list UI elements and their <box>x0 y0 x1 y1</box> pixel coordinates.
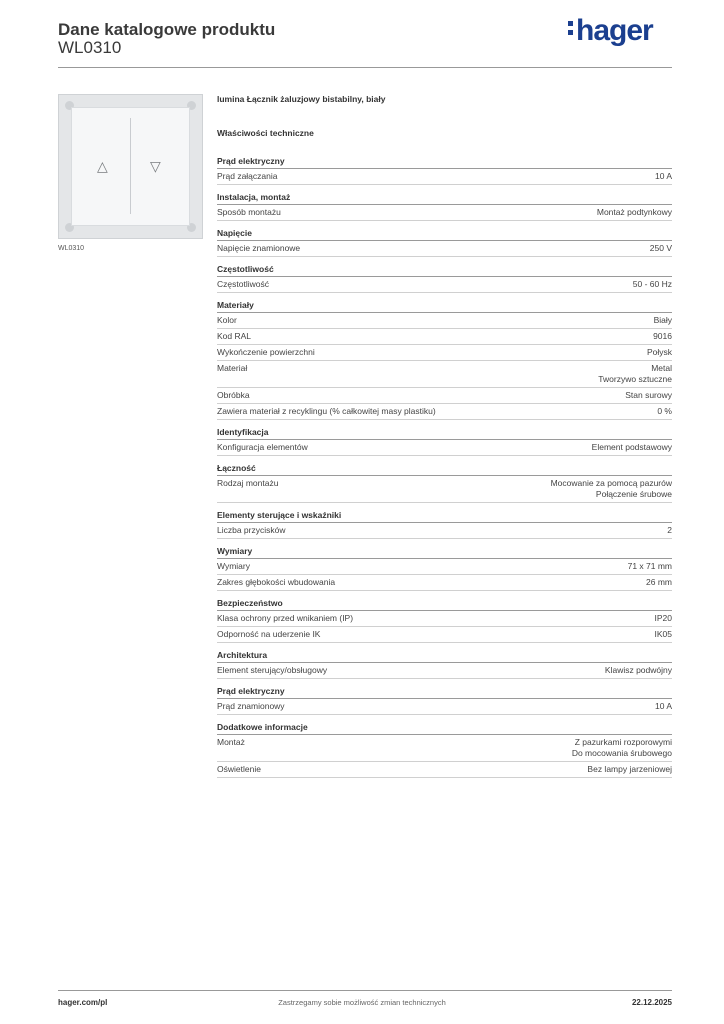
spec-value <box>657 406 672 417</box>
spec-section <box>217 228 672 257</box>
spec-row <box>217 241 672 257</box>
spec-label: Kod RAL <box>217 331 252 341</box>
spec-section <box>217 598 672 643</box>
spec-label: Klasa ochrony przed wnikaniem (IP) <box>217 613 354 623</box>
spec-label: Obróbka <box>217 390 250 400</box>
spec-value <box>655 701 672 712</box>
spec-row <box>217 329 672 345</box>
spec-label: Odporność na uderzenie IK <box>217 629 321 639</box>
spec-value <box>654 315 672 326</box>
spec-value-line: 26 mm <box>646 577 672 587</box>
section-title: Napięcie <box>217 228 672 241</box>
spec-value-line: 250 V <box>649 243 672 253</box>
spec-value-line: 0 % <box>657 406 672 416</box>
spec-label: Oświetlenie <box>217 764 261 774</box>
spec-section <box>217 264 672 293</box>
spec-value <box>592 442 672 453</box>
spec-value <box>597 207 672 218</box>
spec-label: Napięcie znamionowe <box>217 243 301 253</box>
section-title: Materiały <box>217 300 672 313</box>
spec-section <box>217 427 672 456</box>
spec-value-line: 10 A <box>654 701 672 711</box>
spec-row <box>217 313 672 329</box>
spec-section <box>217 686 672 715</box>
spec-value-line: Metal <box>651 363 672 373</box>
spec-label: Prąd załączania <box>217 171 278 181</box>
section-title: Wymiary <box>217 546 672 559</box>
section-title: Identyfikacja <box>217 427 672 440</box>
spec-value <box>633 279 672 290</box>
spec-value <box>655 629 673 640</box>
spec-row <box>217 663 672 679</box>
logo-text: hager <box>576 14 653 47</box>
section-title: Łączność <box>217 463 672 476</box>
spec-value-line: IP20 <box>654 613 672 623</box>
spec-value <box>650 243 672 254</box>
spec-value-line: Biały <box>653 315 672 325</box>
section-title: Dodatkowe informacje <box>217 722 672 735</box>
product-description: lumina Łącznik żaluzjowy bistabilny, biały <box>217 94 386 104</box>
spec-value-line: Połysk <box>646 347 672 357</box>
spec-label: Prąd znamionowy <box>217 701 285 711</box>
spec-label: Zakres głębokości wbudowania <box>217 577 336 587</box>
spec-section <box>217 546 672 591</box>
switch-plate <box>71 107 190 226</box>
spec-row <box>217 476 672 503</box>
spec-label: Konfiguracja elementów <box>217 442 308 452</box>
rocker-divider <box>130 118 131 214</box>
spec-value-line: Połączenie śrubowe <box>595 489 672 499</box>
spec-row <box>217 169 672 185</box>
section-title: Elementy sterujące i wskaźniki <box>217 510 672 523</box>
spec-section <box>217 463 672 503</box>
spec-value-line: IK05 <box>654 629 672 639</box>
logo-dots-icon <box>568 21 574 37</box>
spec-value <box>628 561 672 572</box>
spec-value-line: Klawisz podwójny <box>604 665 672 675</box>
header-divider <box>58 67 672 68</box>
product-code: WL0310 <box>58 38 122 57</box>
footer-divider <box>58 990 672 991</box>
arrow-up-icon: △ <box>97 158 108 174</box>
spec-row <box>217 699 672 715</box>
spec-label: Element sterujący/obsługowy <box>217 665 328 675</box>
hager-logo <box>568 14 653 48</box>
footer-disclaimer: Zastrzegamy sobie możliwość zmian technicznych <box>278 998 446 1007</box>
spec-value <box>605 665 672 676</box>
spec-row <box>217 762 672 778</box>
spec-label: Materiał <box>217 363 248 373</box>
spec-value-line: Tworzywo sztuczne <box>598 374 672 384</box>
spec-value-line: Bez lampy jarzeniowej <box>587 764 672 774</box>
spec-value <box>653 331 672 342</box>
spec-value-line: 50 - 60 Hz <box>632 279 672 289</box>
spec-label: Rodzaj montażu <box>217 478 279 488</box>
spec-value <box>647 347 672 358</box>
spec-row <box>217 205 672 221</box>
spec-row <box>217 277 672 293</box>
spec-row <box>217 611 672 627</box>
spec-value-line: Element podstawowy <box>591 442 672 452</box>
spec-section <box>217 300 672 420</box>
spec-value-line: 71 x 71 mm <box>627 561 672 571</box>
spec-value-line: Z pazurkami rozporowymi <box>574 737 672 747</box>
spec-row <box>217 388 672 404</box>
spec-row <box>217 523 672 539</box>
spec-row <box>217 345 672 361</box>
spec-value-line: Stan surowy <box>625 390 672 400</box>
spec-value <box>646 577 672 588</box>
spec-value <box>625 390 672 401</box>
footer-website: hager.com/pl <box>58 998 108 1007</box>
spec-section <box>217 650 672 679</box>
spec-row <box>217 735 672 762</box>
spec-content <box>217 94 672 785</box>
spec-label: Kolor <box>217 315 237 325</box>
section-title: Bezpieczeństwo <box>217 598 672 611</box>
spec-value-line: Montaż podtynkowy <box>596 207 672 217</box>
spec-value-line: Do mocowania śrubowego <box>571 748 672 758</box>
spec-value-line: Mocowanie za pomocą pazurów <box>550 478 672 488</box>
spec-label: Częstotliwość <box>217 279 269 289</box>
spec-section <box>217 156 672 185</box>
spec-value <box>667 525 672 536</box>
spec-sections <box>217 156 672 778</box>
spec-section <box>217 510 672 539</box>
spec-value <box>655 613 673 624</box>
section-title: Częstotliwość <box>217 264 672 277</box>
spec-label: Wykończenie powierzchni <box>217 347 315 357</box>
spec-section <box>217 192 672 221</box>
spec-section <box>217 722 672 778</box>
section-title: Instalacja, montaż <box>217 192 672 205</box>
spec-row <box>217 404 672 420</box>
spec-row <box>217 361 672 388</box>
section-title: Prąd elektryczny <box>217 156 672 169</box>
spec-label: Liczba przycisków <box>217 525 286 535</box>
spec-value-line: 9016 <box>653 331 672 341</box>
section-title: Architektura <box>217 650 672 663</box>
spec-value <box>551 478 672 500</box>
product-image <box>58 94 203 239</box>
spec-value-line: 10 A <box>654 171 672 181</box>
spec-row <box>217 440 672 456</box>
spec-value <box>587 764 672 775</box>
spec-label: Sposób montażu <box>217 207 281 217</box>
image-caption: WL0310 <box>58 245 85 252</box>
spec-value-line: 2 <box>667 525 672 535</box>
spec-label: Montaż <box>217 737 245 747</box>
spec-row <box>217 575 672 591</box>
footer-date: 22.12.2025 <box>631 998 672 1007</box>
spec-value <box>655 171 672 182</box>
spec-row <box>217 559 672 575</box>
spec-value <box>572 737 672 759</box>
spec-label: Zawiera materiał z recyklingu (% całkowitej masy plastiku) <box>217 406 436 416</box>
technical-properties-title: Właściwości techniczne <box>217 128 314 138</box>
spec-label: Wymiary <box>217 561 250 571</box>
page-title: Dane katalogowe produktu <box>58 20 276 39</box>
section-title: Prąd elektryczny <box>217 686 672 699</box>
spec-value <box>598 363 672 385</box>
arrow-down-icon: ▽ <box>150 158 161 174</box>
spec-row <box>217 627 672 643</box>
